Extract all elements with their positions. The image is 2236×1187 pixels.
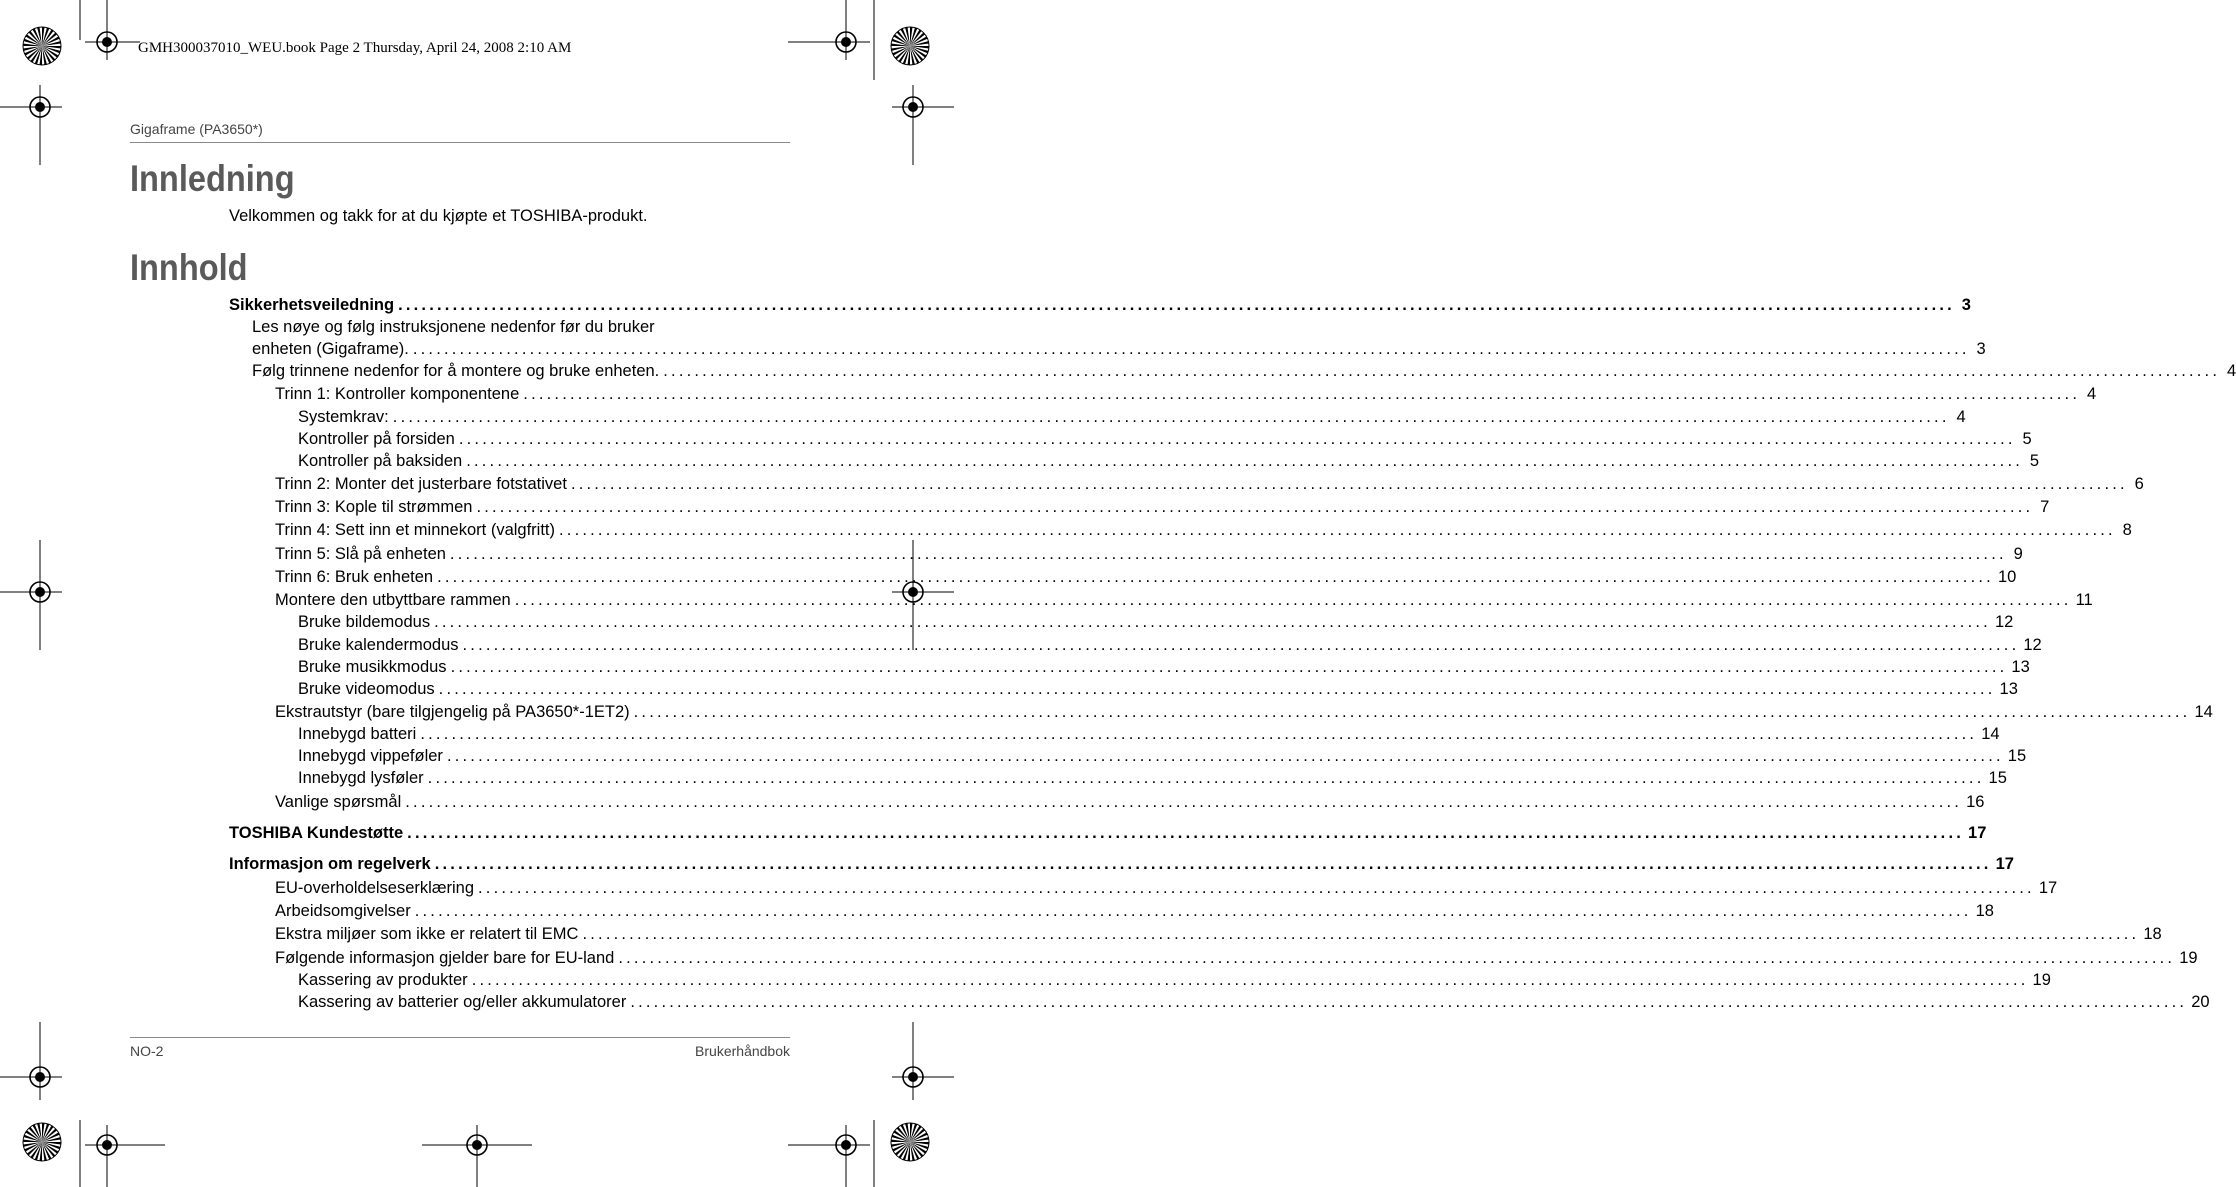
intro-text: Velkommen og takk for at du kjøpte et TOSHIBA-produkt. <box>229 207 648 225</box>
toc-entry-page: 19 <box>2179 949 2198 967</box>
toc-entry <box>275 877 2058 899</box>
toc-dot-leader: ........................................................................................................................................................................................................ <box>437 568 1994 586</box>
toc-entry <box>229 294 1971 316</box>
toc-entry-title: Ekstra miljøer som ikke er relatert til EMC <box>275 925 579 943</box>
toc-dot-leader: ........................................................................................................................................................................................................ <box>478 879 2035 897</box>
toc-dot-leader: ........................................................................................................................................................................................................ <box>462 636 2020 654</box>
toc-dot-leader: ........................................................................................................................................................................................................ <box>434 855 1992 873</box>
toc-entry <box>275 900 1994 922</box>
toc-entry <box>298 723 2000 745</box>
toc-entry-page: 18 <box>2143 925 2162 943</box>
toc-entry-page: 14 <box>2194 703 2213 721</box>
toc-entry-page: 15 <box>1988 769 2007 787</box>
toc-entry-title: Kassering av batterier og/eller akkumulatorer <box>298 993 627 1011</box>
starburst-target-bottom-left <box>22 1122 62 1162</box>
toc-entry-page: 17 <box>1968 824 1987 842</box>
toc-entry-title: Arbeidsomgivelser <box>275 902 411 920</box>
toc-entry-title: Trinn 3: Kople til strømmen <box>275 498 473 516</box>
toc-entry-page: 13 <box>1999 680 2018 698</box>
toc-entry-title: Les nøye og følg instruksjonene nedenfor før du bruker <box>252 318 655 336</box>
toc-dot-leader: ........................................................................................................................................................................................................ <box>523 385 2081 403</box>
toc-entry-title: enheten (Gigaframe). <box>252 340 409 358</box>
toc-entry <box>275 947 2198 969</box>
toc-dot-leader: ........................................................................................................................................................................................................ <box>466 452 2024 470</box>
toc-entry <box>275 543 2023 565</box>
running-header: Gigaframe (PA3650*) <box>130 121 263 137</box>
heading-contents: Innhold <box>130 247 248 288</box>
toc-dot-leader: ........................................................................................................................................................................................................ <box>471 971 2029 989</box>
toc-dot-leader: ........................................................................................................................................................................................................ <box>438 680 1996 698</box>
toc-entry <box>298 611 2014 633</box>
starburst-target-bottom-right <box>890 1122 930 1162</box>
toc-dot-leader: ........................................................................................................................................................................................................ <box>618 949 2176 967</box>
toc-entry-page: 4 <box>2226 362 2236 380</box>
toc-entry-title: Trinn 5: Slå på enheten <box>275 545 446 563</box>
toc-dot-leader: ........................................................................................................................................................................................................ <box>434 613 1991 631</box>
toc-entry-page: 17 <box>2038 879 2058 897</box>
toc-dot-leader: ........................................................................................................................................................................................................ <box>582 925 2140 943</box>
toc-dot-leader: ........................................................................................................................................................................................................ <box>630 993 2188 1011</box>
toc-entry <box>298 767 2007 789</box>
toc-dot-leader: ........................................................................................................................................................................................................ <box>427 769 1985 787</box>
toc-entry <box>298 745 2027 767</box>
toc-entry-title: Innebygd vippeføler <box>298 747 443 765</box>
toc-entry-title: Bruke videomodus <box>298 680 435 698</box>
toc-entry <box>252 360 2236 382</box>
toc-entry-page: 7 <box>2040 498 2050 516</box>
toc-entry-title: Følgende informasjon gjelder bare for EU-land <box>275 949 615 967</box>
toc-entry-page: 17 <box>1995 855 2014 873</box>
toc-entry-title: Innebygd batteri <box>298 725 417 743</box>
toc-entry-title: Bruke musikkmodus <box>298 658 447 676</box>
toc-entry-title: Kassering av produkter <box>298 971 468 989</box>
toc-entry-page: 10 <box>1997 568 2017 586</box>
print-slug: GMH300037010_WEU.book Page 2 Thursday, April 24, 2008 2:10 AM <box>138 40 572 56</box>
toc-entry-title: Trinn 1: Kontroller komponentene <box>275 385 520 403</box>
toc-dot-leader: ........................................................................................................................................................................................................ <box>450 658 2008 676</box>
toc-entry-page: 3 <box>1976 340 1986 358</box>
toc-entry-page: 11 <box>2075 591 2093 609</box>
toc-entry <box>298 428 2032 450</box>
starburst-target-top-right <box>890 26 930 66</box>
toc-entry <box>229 853 2014 875</box>
toc-entry-page: 5 <box>2029 452 2040 470</box>
toc-entry-title: Informasjon om regelverk <box>229 855 431 873</box>
footer-page-number: NO-2 <box>130 1043 164 1059</box>
toc-entry-title: Trinn 2: Monter det justerbare fotstativet <box>275 475 567 493</box>
toc-entry <box>298 969 2051 991</box>
toc-entry-page: 20 <box>2191 993 2210 1011</box>
toc-entry <box>252 316 790 338</box>
toc-entry <box>298 450 2040 472</box>
toc-entry-title: Vanlige spørsmål <box>275 793 402 811</box>
footer-manual-name: Brukerhåndbok <box>695 1043 790 1059</box>
toc-entry <box>275 473 2144 495</box>
toc-dot-leader: ........................................................................................................................................................................................................ <box>570 475 2128 493</box>
toc-entry <box>252 338 1986 360</box>
toc-entry-page: 5 <box>2022 430 2032 448</box>
toc-entry-page: 4 <box>1956 408 1966 426</box>
toc-dot-leader: ........................................................................................................................................................................................................ <box>458 430 2016 448</box>
toc-dot-leader: ........................................................................................................................................................................................................ <box>633 703 2191 721</box>
toc-entry-title: Kontroller på forsiden <box>298 430 455 448</box>
header-rule <box>130 142 790 143</box>
toc-dot-leader: ........................................................................................................................................................................................................ <box>412 340 1970 358</box>
toc-entry <box>298 406 1966 428</box>
toc-dot-leader: ........................................................................................................................................................................................................ <box>476 498 2034 516</box>
toc-entry-title: Bruke bildemodus <box>298 613 431 631</box>
toc-entry <box>298 991 2210 1013</box>
toc-entry-page: 8 <box>2122 521 2132 539</box>
toc-entry <box>298 656 2030 678</box>
starburst-target-top-left <box>22 26 62 66</box>
toc-entry <box>275 701 2213 723</box>
toc-entry-page: 16 <box>1966 793 1985 811</box>
toc-entry-title: Montere den utbyttbare rammen <box>275 591 511 609</box>
toc-entry-title: Systemkrav: <box>298 408 389 426</box>
toc-dot-leader: ........................................................................................................................................................................................................ <box>559 521 2116 539</box>
toc-dot-leader: ........................................................................................................................................................................................................ <box>514 591 2072 609</box>
toc-entry-page: 12 <box>2023 636 2042 654</box>
toc-dot-leader: ........................................................................................................................................................................................................ <box>414 902 1972 920</box>
toc-entry-title: Sikkerhetsveiledning <box>229 296 395 314</box>
heading-introduction: Innledning <box>130 158 295 199</box>
toc-entry-page: 6 <box>2134 475 2144 493</box>
toc-entry <box>275 566 2017 588</box>
toc-entry <box>275 589 2093 611</box>
toc-entry-title: Ekstrautstyr (bare tilgjengelig på PA3650*-1ET2) <box>275 703 630 721</box>
toc-entry-title: TOSHIBA Kundestøtte <box>229 824 404 842</box>
toc-entry-page: 4 <box>2086 385 2097 403</box>
toc-dot-leader: ........................................................................................................................................................................................................ <box>449 545 2007 563</box>
toc-dot-leader: ........................................................................................................................................................................................................ <box>420 725 1978 743</box>
toc-entry-title: Kontroller på baksiden <box>298 452 463 470</box>
toc-entry <box>275 923 2162 945</box>
toc-entry-title: Trinn 4: Sett inn et minnekort (valgfritt) <box>275 521 555 539</box>
toc-entry-page: 3 <box>1961 296 1971 314</box>
toc-entry-page: 19 <box>2032 971 2051 989</box>
toc-entry-page: 12 <box>1994 613 2014 631</box>
toc-entry <box>298 678 2018 700</box>
toc-dot-leader: ........................................................................................................................................................................................................ <box>407 824 1965 842</box>
toc-entry <box>229 822 1987 844</box>
toc-entry-title: Bruke kalendermodus <box>298 636 459 654</box>
toc-dot-leader: ........................................................................................................................................................................................................ <box>398 296 1955 314</box>
toc-entry <box>275 519 2132 541</box>
toc-dot-leader: ........................................................................................................................................................................................................ <box>446 747 2004 765</box>
toc-entry-page: 9 <box>2013 545 2023 563</box>
toc-dot-leader: ........................................................................................................................................................................................................ <box>392 408 1950 426</box>
toc-entry-title: EU-overholdelseserklæring <box>275 879 474 897</box>
toc-entry-page: 13 <box>2011 658 2030 676</box>
toc-entry <box>275 383 2097 405</box>
toc-entry-title: Trinn 6: Bruk enheten <box>275 568 434 586</box>
toc-dot-leader: ........................................................................................................................................................................................................ <box>663 362 2221 380</box>
toc-entry <box>275 791 1985 813</box>
toc-entry <box>275 496 2050 518</box>
toc-dot-leader: ........................................................................................................................................................................................................ <box>405 793 1963 811</box>
toc-entry-page: 18 <box>1975 902 1994 920</box>
toc-entry-title: Innebygd lysføler <box>298 769 424 787</box>
toc-entry-page: 15 <box>2007 747 2027 765</box>
toc-entry <box>298 634 2042 656</box>
toc-entry-page: 14 <box>1981 725 2000 743</box>
footer-rule <box>130 1037 790 1038</box>
toc-entry-title: Følg trinnene nedenfor for å montere og bruke enheten. <box>252 362 660 380</box>
